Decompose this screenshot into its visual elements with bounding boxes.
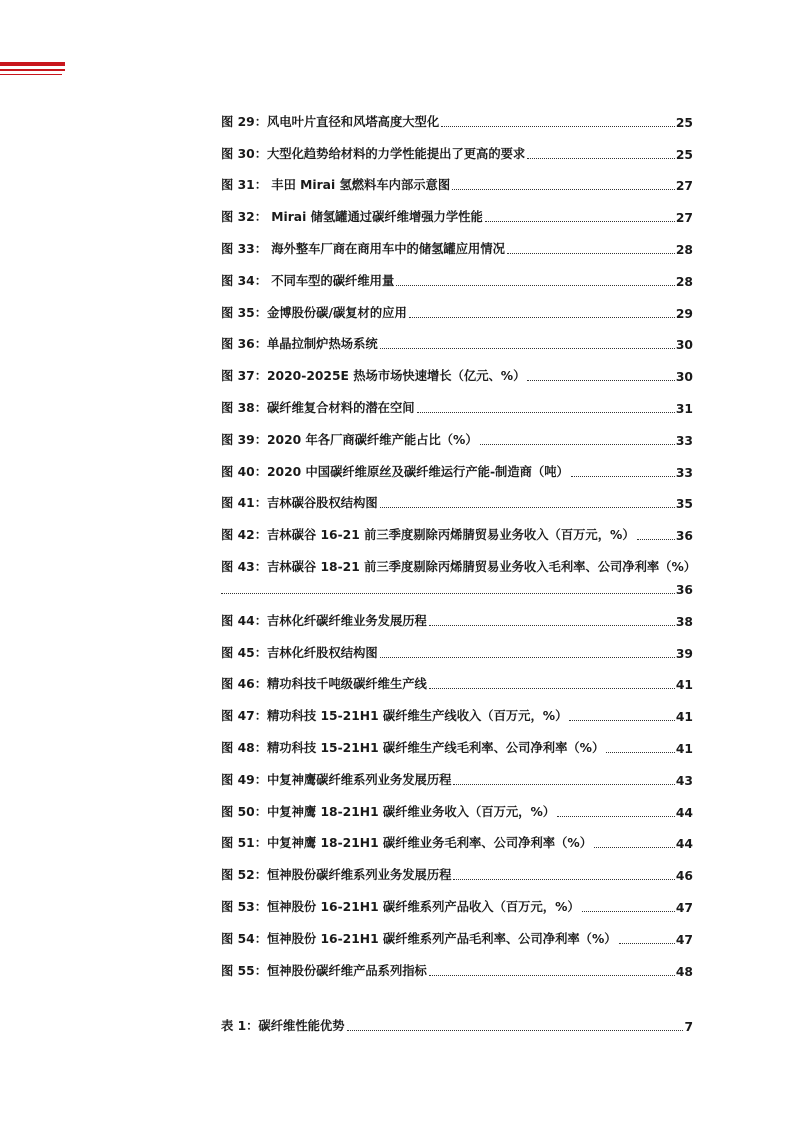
toc-entry-page: 29 <box>675 306 693 321</box>
toc-entry-label: 图 38：碳纤维复合材料的潜在空间 <box>221 400 415 415</box>
toc-entry[interactable] <box>221 352 693 384</box>
toc-leader-dots <box>453 878 674 880</box>
toc-entry-label: 图 33： 海外整车厂商在商用车中的储氢罐应用情况 <box>221 241 505 256</box>
toc-entry-label: 图 43：吉林碳谷 18-21 前三季度剔除丙烯腈贸易业务收入毛利率、公司净利率（%） <box>221 559 697 574</box>
toc-entry-label: 图 39：2020 年各厂商碳纤维产能占比（%） <box>221 432 478 447</box>
toc-entry[interactable] <box>221 511 693 543</box>
toc-leader-dots <box>429 687 675 689</box>
toc-entry-page: 30 <box>675 338 693 353</box>
toc-entry-label: 图 40：2020 中国碳纤维原丝及碳纤维运行产能-制造商（吨） <box>221 464 569 479</box>
toc-entry[interactable] <box>221 162 693 194</box>
toc-leader-dots <box>221 592 675 594</box>
toc-entry[interactable] <box>221 915 693 947</box>
toc-entry-page: 36 <box>675 529 693 544</box>
toc-entry-page: 41 <box>675 678 693 693</box>
toc-entry[interactable] <box>221 788 693 820</box>
toc-leader-dots <box>347 1029 684 1031</box>
toc-entry-page: 36 <box>675 582 693 597</box>
toc-entry-label: 图 36：单晶拉制炉热场系统 <box>221 337 378 352</box>
toc-entry-page: 7 <box>684 1020 693 1035</box>
toc-entry-label: 图 42：吉林碳谷 16-21 前三季度剔除丙烯腈贸易业务收入（百万元，%） <box>221 528 635 543</box>
toc-leader-dots <box>380 656 675 658</box>
toc-entry[interactable] <box>221 597 693 629</box>
toc-entry[interactable] <box>221 820 693 852</box>
toc-entry[interactable] <box>221 480 693 512</box>
toc-entry-label: 图 41：吉林碳谷股权结构图 <box>221 496 378 511</box>
toc-entry-label: 图 35：金博股份碳/碳复材的应用 <box>221 305 407 320</box>
toc-entry-page: 38 <box>675 614 693 629</box>
toc-entry-page: 43 <box>675 773 693 788</box>
toc-entry-page: 31 <box>675 401 693 416</box>
toc-entry-page: 48 <box>675 964 693 979</box>
toc-entry[interactable] <box>221 692 693 724</box>
table-of-figures <box>221 98 697 1035</box>
toc-leader-dots <box>485 220 675 222</box>
toc-entry-page: 46 <box>675 869 693 884</box>
toc-entry[interactable] <box>221 543 697 597</box>
toc-entry-label: 图 32： Mirai 储氢罐通过碳纤维增强力学性能 <box>221 210 483 225</box>
toc-entry-page: 41 <box>675 741 693 756</box>
header-accent-bar <box>0 62 65 66</box>
section-gap <box>221 979 693 1003</box>
toc-entry-label: 图 51：中复神鹰 18-21H1 碳纤维业务毛利率、公司净利率（%） <box>221 836 592 851</box>
toc-entry-page: 39 <box>675 646 693 661</box>
toc-leader-dots <box>527 157 675 159</box>
toc-entry[interactable] <box>221 416 693 448</box>
toc-entry-label: 图 54：恒神股份 16-21H1 碳纤维系列产品毛利率、公司净利率（%） <box>221 931 617 946</box>
toc-leader-dots <box>507 252 675 254</box>
toc-entry[interactable] <box>221 724 693 756</box>
toc-entry-label: 图 49：中复神鹰碳纤维系列业务发展历程 <box>221 772 452 787</box>
toc-entry-page: 27 <box>675 211 693 226</box>
toc-leader-dots <box>452 188 675 190</box>
toc-entry-page: 33 <box>675 465 693 480</box>
toc-leader-dots <box>396 284 675 286</box>
toc-entry-label: 表 1：碳纤维性能优势 <box>221 1019 345 1034</box>
toc-leader-dots <box>569 719 674 721</box>
toc-entry-label: 图 50：中复神鹰 18-21H1 碳纤维业务收入（百万元，%） <box>221 804 556 819</box>
toc-entry-page: 47 <box>675 900 693 915</box>
toc-entry-label: 图 31： 丰田 Mirai 氢燃料车内部示意图 <box>221 178 451 193</box>
toc-entry-page: 44 <box>675 837 693 852</box>
toc-entry[interactable] <box>221 321 693 353</box>
toc-entry-label: 图 53：恒神股份 16-21H1 碳纤维系列产品收入（百万元，%） <box>221 899 580 914</box>
toc-entry[interactable] <box>221 883 693 915</box>
toc-leader-dots <box>380 347 675 349</box>
toc-entry-page: 33 <box>675 433 693 448</box>
toc-entry-page: 25 <box>675 115 693 130</box>
toc-leader-dots <box>429 974 675 976</box>
toc-entry-page: 27 <box>675 179 693 194</box>
toc-entry[interactable] <box>221 130 693 162</box>
toc-entry[interactable] <box>221 1003 693 1035</box>
toc-entry-label: 图 48：精功科技 15-21H1 碳纤维生产线毛利率、公司净利率（%） <box>221 740 605 755</box>
toc-entry[interactable] <box>221 448 693 480</box>
toc-leader-dots <box>441 125 675 127</box>
toc-leader-dots <box>527 379 674 381</box>
toc-leader-dots <box>453 783 674 785</box>
toc-entry[interactable] <box>221 193 693 225</box>
toc-entry-line <box>221 575 693 597</box>
toc-leader-dots <box>606 751 675 753</box>
toc-leader-dots <box>557 815 675 817</box>
toc-entry[interactable] <box>221 384 693 416</box>
toc-entry[interactable] <box>221 661 693 693</box>
toc-entry[interactable] <box>221 289 693 321</box>
toc-leader-dots <box>619 942 675 944</box>
toc-leader-dots <box>582 910 675 912</box>
toc-entry-page: 47 <box>675 932 693 947</box>
toc-leader-dots <box>571 475 675 477</box>
toc-entry-page: 44 <box>675 805 693 820</box>
toc-entry[interactable] <box>221 225 693 257</box>
toc-leader-dots <box>594 846 675 848</box>
toc-entry[interactable] <box>221 98 693 130</box>
toc-entry-label: 图 44：吉林化纤碳纤维业务发展历程 <box>221 613 427 628</box>
toc-entry[interactable] <box>221 756 693 788</box>
toc-entry-page: 41 <box>675 710 693 725</box>
toc-entry-label: 图 29：风电叶片直径和风塔高度大型化 <box>221 114 440 129</box>
toc-entry-label: 图 30：大型化趋势给材料的力学性能提出了更高的要求 <box>221 146 526 161</box>
toc-entry-page: 25 <box>675 147 693 162</box>
toc-leader-dots <box>380 506 675 508</box>
toc-entry-label: 图 47：精功科技 15-21H1 碳纤维生产线收入（百万元，%） <box>221 709 568 724</box>
toc-entry-label: 图 52：恒神股份碳纤维系列业务发展历程 <box>221 868 452 883</box>
toc-entry[interactable] <box>221 629 693 661</box>
toc-leader-dots <box>409 316 675 318</box>
toc-entry-page: 35 <box>675 497 693 512</box>
header-accent-bar <box>0 69 65 71</box>
toc-entry[interactable] <box>221 257 693 289</box>
toc-entry-page: 28 <box>675 242 693 257</box>
toc-leader-dots <box>417 411 675 413</box>
toc-leader-dots <box>637 538 675 540</box>
toc-entry-page: 28 <box>675 274 693 289</box>
toc-entry[interactable] <box>221 851 693 883</box>
toc-entry-label: 图 34： 不同车型的碳纤维用量 <box>221 273 395 288</box>
header-accent-bar <box>0 74 62 75</box>
toc-entry-label: 图 37：2020-2025E 热场市场快速增长（亿元、%） <box>221 369 526 384</box>
toc-leader-dots <box>429 624 675 626</box>
toc-entry[interactable] <box>221 947 693 979</box>
toc-leader-dots <box>480 443 675 445</box>
toc-entry-page: 30 <box>675 370 693 385</box>
toc-entry-line <box>221 543 697 575</box>
toc-entry-label: 图 46：精功科技千吨级碳纤维生产线 <box>221 677 427 692</box>
toc-entry-label: 图 55：恒神股份碳纤维产品系列指标 <box>221 963 427 978</box>
toc-entry-label: 图 45：吉林化纤股权结构图 <box>221 645 378 660</box>
